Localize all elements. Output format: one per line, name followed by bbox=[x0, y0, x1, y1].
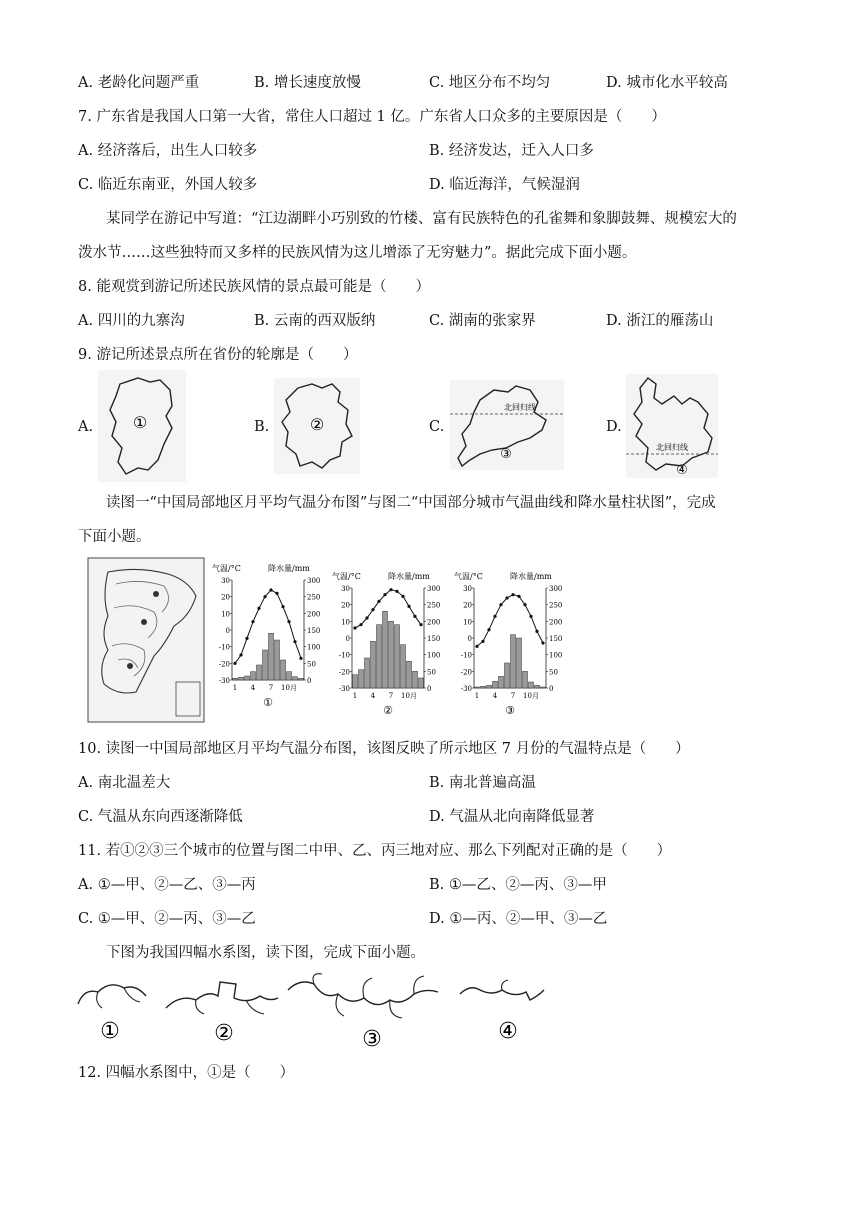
river-label-1: ① bbox=[100, 1019, 120, 1044]
province-outline-3 bbox=[450, 380, 564, 470]
precip-tick-label: 100 bbox=[427, 651, 441, 660]
temp-tick-label: 30 bbox=[463, 585, 472, 593]
temp-tick-label: 0 bbox=[225, 627, 230, 635]
temp-point bbox=[407, 605, 410, 608]
temp-point bbox=[541, 641, 544, 644]
temp-tick-label: 20 bbox=[341, 601, 350, 610]
chart-number-label: ① bbox=[263, 696, 273, 709]
temp-tick-label: -20 bbox=[338, 668, 350, 677]
passage3: 下图为我国四幅水系图，读下图，完成下面小题。 bbox=[106, 945, 425, 961]
precip-bar bbox=[365, 658, 370, 688]
precip-tick-label: 0 bbox=[307, 677, 312, 685]
precip-tick-label: 100 bbox=[549, 651, 563, 660]
precip-bar bbox=[389, 621, 394, 688]
q6-option-a[interactable]: A. 老龄化问题严重 bbox=[78, 75, 200, 91]
precip-bar bbox=[257, 665, 262, 680]
temp-tick-label: -20 bbox=[218, 660, 230, 669]
precip-bar bbox=[299, 678, 304, 680]
precip-tick-label: 150 bbox=[549, 635, 563, 643]
temp-tick-label: 10 bbox=[221, 610, 230, 619]
precip-tick-label: 250 bbox=[307, 593, 321, 602]
temp-tick-label: -30 bbox=[338, 685, 350, 693]
temp-point bbox=[517, 595, 520, 598]
x-tick-label: 4 bbox=[492, 692, 498, 700]
q7-option-a[interactable]: A. 经济落后，出生人口较多 bbox=[78, 143, 258, 159]
temp-point bbox=[505, 596, 508, 599]
precip-bar bbox=[401, 645, 406, 688]
q9-stem: 9. 游记所述景点所在省份的轮廓是（ ） bbox=[78, 347, 358, 363]
q11-stem: 11. 若①②③三个城市的位置与图二中甲、乙、丙三地对应、那么下列配对正确的是（ ） bbox=[78, 843, 672, 859]
temp-tick-label: -20 bbox=[460, 668, 472, 677]
temp-point bbox=[365, 616, 368, 619]
precip-tick-label: 300 bbox=[549, 585, 563, 593]
passage2-line2: 下面小题。 bbox=[78, 529, 151, 545]
province-outline-2 bbox=[274, 378, 360, 474]
precip-bar bbox=[487, 685, 492, 688]
temp-point bbox=[353, 626, 356, 629]
temp-axis-label: 气温/°C bbox=[332, 572, 361, 581]
temp-point bbox=[281, 605, 284, 608]
precip-bar bbox=[517, 638, 522, 688]
q10-stem: 10. 读图一中国局部地区月平均气温分布图，该图反映了所示地区 7 月份的气温特点是（ ） bbox=[78, 741, 690, 757]
temp-axis-label: 气温/°C bbox=[454, 572, 483, 581]
temp-point bbox=[383, 593, 386, 596]
river-system-1 bbox=[74, 974, 150, 1044]
temp-point bbox=[487, 628, 490, 631]
temp-tick-label: 0 bbox=[467, 635, 472, 643]
precip-bar bbox=[493, 681, 498, 688]
temp-point bbox=[299, 657, 302, 660]
temp-point bbox=[287, 620, 290, 623]
temp-point bbox=[389, 588, 392, 591]
temp-point bbox=[535, 630, 538, 633]
precip-tick-label: 300 bbox=[427, 585, 441, 593]
precip-tick-label: 250 bbox=[427, 601, 441, 610]
climate-chart-1 bbox=[210, 560, 328, 720]
q7-option-d[interactable]: D. 临近海洋，气候湿润 bbox=[429, 177, 580, 193]
temp-point bbox=[523, 603, 526, 606]
chart-number-label: ③ bbox=[505, 704, 515, 717]
province-label-4: ④ bbox=[676, 463, 688, 478]
temp-point bbox=[275, 592, 278, 595]
x-tick-label: 1 bbox=[232, 684, 238, 692]
q9-option-a[interactable]: A. bbox=[78, 419, 94, 435]
temp-point bbox=[511, 593, 514, 596]
temp-tick-label: -10 bbox=[338, 651, 350, 660]
precip-bar bbox=[293, 677, 298, 680]
river-system-2 bbox=[160, 974, 282, 1044]
precip-bar bbox=[419, 678, 424, 688]
temp-point bbox=[257, 607, 260, 610]
precip-tick-label: 250 bbox=[549, 601, 563, 610]
river-label-4: ④ bbox=[498, 1019, 518, 1044]
temp-point bbox=[269, 588, 272, 591]
temp-point bbox=[481, 640, 484, 643]
precip-bar bbox=[263, 650, 268, 680]
q10-option-b[interactable]: B. 南北普遍高温 bbox=[429, 775, 536, 791]
precip-bar bbox=[251, 672, 256, 680]
q8-option-d[interactable]: D. 浙江的雁荡山 bbox=[606, 313, 714, 329]
precip-axis-label: 降水量/mm bbox=[388, 572, 430, 581]
x-tick-label: 4 bbox=[250, 684, 256, 692]
temp-point bbox=[359, 623, 362, 626]
temp-tick-label: 10 bbox=[341, 618, 350, 627]
temp-point bbox=[233, 662, 236, 665]
precip-bar bbox=[233, 678, 238, 680]
x-tick-label: 7 bbox=[388, 692, 394, 700]
q8-option-a[interactable]: A. 四川的九寨沟 bbox=[78, 313, 185, 329]
temp-tick-label: -10 bbox=[218, 643, 230, 652]
temp-tick-label: 30 bbox=[341, 585, 350, 593]
temp-point bbox=[475, 645, 478, 648]
temp-point bbox=[377, 600, 380, 603]
q6-option-c[interactable]: C. 地区分布不均匀 bbox=[429, 75, 551, 91]
temp-point bbox=[413, 615, 416, 618]
chart-number-label: ② bbox=[383, 704, 393, 717]
temp-line bbox=[235, 590, 301, 663]
temp-point bbox=[493, 615, 496, 618]
q7-stem: 7. 广东省是我国人口第一大省，常住人口超过 1 亿。广东省人口众多的主要原因是（ ） bbox=[78, 109, 666, 125]
province-label-3: ③ bbox=[500, 447, 512, 462]
temp-point bbox=[239, 653, 242, 656]
temp-point bbox=[401, 595, 404, 598]
precip-bar bbox=[281, 660, 286, 680]
precip-axis-label: 降水量/mm bbox=[510, 572, 552, 581]
precip-bar bbox=[239, 677, 244, 680]
precip-tick-label: 200 bbox=[549, 618, 563, 627]
precip-bar bbox=[523, 671, 528, 688]
q8-option-b[interactable]: B. 云南的西双版纳 bbox=[254, 313, 376, 329]
precip-bar bbox=[407, 661, 412, 688]
precip-tick-label: 0 bbox=[549, 685, 554, 693]
precip-tick-label: 0 bbox=[427, 685, 432, 693]
precip-bar bbox=[475, 687, 480, 688]
temp-point bbox=[419, 623, 422, 626]
q10-option-d[interactable]: D. 气温从北向南降低显著 bbox=[429, 809, 595, 825]
x-tick-label: 1 bbox=[352, 692, 358, 700]
q7-option-c[interactable]: C. 临近东南亚，外国人较多 bbox=[78, 177, 258, 193]
q9-option-d[interactable]: D. bbox=[606, 419, 622, 435]
precip-tick-label: 200 bbox=[427, 618, 441, 627]
precip-tick-label: 50 bbox=[307, 660, 316, 669]
precip-tick-label: 200 bbox=[307, 610, 321, 619]
q6-option-b[interactable]: B. 增长速度放慢 bbox=[254, 75, 361, 91]
precip-bar bbox=[269, 633, 274, 680]
temp-tick-label: 0 bbox=[345, 635, 350, 643]
x-tick-label: 7 bbox=[268, 684, 274, 692]
temp-tick-label: 30 bbox=[221, 577, 230, 585]
climate-chart-2 bbox=[330, 568, 448, 728]
temp-tick-label: -10 bbox=[460, 651, 472, 660]
q11-option-d[interactable]: D. ①—丙、②—甲、③—乙 bbox=[429, 911, 608, 927]
precip-tick-label: 50 bbox=[427, 668, 436, 677]
precip-bar bbox=[413, 671, 418, 688]
precip-bar bbox=[511, 635, 516, 688]
q8-stem: 8. 能观赏到游记所述民族风情的景点最可能是（ ） bbox=[78, 279, 430, 295]
tropic-label: 北回归线 bbox=[504, 403, 536, 412]
temp-tick-label: -30 bbox=[218, 677, 230, 685]
temperature-map bbox=[78, 556, 208, 724]
precip-bar bbox=[359, 670, 364, 688]
temp-line bbox=[355, 590, 421, 628]
province-outline-4 bbox=[626, 374, 718, 478]
x-tick-label: 7 bbox=[510, 692, 516, 700]
precip-tick-label: 150 bbox=[307, 627, 321, 635]
temp-point bbox=[395, 590, 398, 593]
q7-option-b[interactable]: B. 经济发达，迁入人口多 bbox=[429, 143, 594, 159]
precip-bar bbox=[377, 625, 382, 688]
x-tick-label: 10月 bbox=[401, 692, 417, 700]
temp-tick-label: 10 bbox=[463, 618, 472, 627]
q11-option-b[interactable]: B. ①—乙、②—丙、③—甲 bbox=[429, 877, 607, 893]
precip-bar bbox=[287, 672, 292, 680]
q6-option-d[interactable]: D. 城市化水平较高 bbox=[606, 75, 728, 91]
precip-bar bbox=[481, 686, 486, 688]
temp-point bbox=[251, 620, 254, 623]
q10-option-a[interactable]: A. 南北温差大 bbox=[78, 775, 171, 791]
precip-bar bbox=[535, 685, 540, 688]
precip-tick-label: 150 bbox=[427, 635, 441, 643]
q12-stem: 12. 四幅水系图中，①是（ ） bbox=[78, 1065, 295, 1081]
temp-tick-label: 20 bbox=[221, 593, 230, 602]
q11-option-a[interactable]: A. ①—甲、②—乙、③—丙 bbox=[78, 877, 256, 893]
temp-axis-label: 气温/°C bbox=[212, 564, 241, 573]
temp-point bbox=[371, 608, 374, 611]
passage1-line2: 泼水节……这些独特而又多样的民族风情为这儿增添了无穷魅力”。据此完成下面小题。 bbox=[78, 245, 637, 261]
x-tick-label: 10月 bbox=[523, 692, 539, 700]
temp-point bbox=[245, 637, 248, 640]
province-outline-1 bbox=[98, 370, 186, 482]
precip-tick-label: 50 bbox=[549, 668, 558, 677]
temp-point bbox=[263, 595, 266, 598]
q11-option-c[interactable]: C. ①—甲、②—丙、③—乙 bbox=[78, 911, 256, 927]
river-label-2: ② bbox=[214, 1021, 234, 1044]
precip-bar bbox=[353, 675, 358, 688]
x-tick-label: 4 bbox=[370, 692, 376, 700]
province-label-1: ① bbox=[132, 413, 148, 432]
river-system-4 bbox=[456, 974, 548, 1044]
precip-bar bbox=[499, 676, 504, 688]
precip-bar bbox=[541, 687, 546, 688]
temp-line bbox=[477, 595, 543, 647]
province-label-2: ② bbox=[309, 415, 325, 434]
precip-axis-label: 降水量/mm bbox=[268, 564, 310, 573]
precip-tick-label: 300 bbox=[307, 577, 321, 585]
precip-bar bbox=[371, 641, 376, 688]
precip-bar bbox=[505, 663, 510, 688]
temp-point bbox=[293, 640, 296, 643]
temp-point bbox=[499, 603, 502, 606]
precip-bar bbox=[395, 625, 400, 688]
precip-bar bbox=[275, 640, 280, 680]
precip-bar bbox=[529, 682, 534, 688]
q9-option-c[interactable]: C. bbox=[429, 419, 445, 435]
precip-bar bbox=[245, 676, 250, 680]
q9-option-b[interactable]: B. bbox=[254, 419, 270, 435]
river-label-3: ③ bbox=[362, 1027, 382, 1052]
tropic-label: 北回归线 bbox=[656, 443, 688, 452]
precip-tick-label: 100 bbox=[307, 643, 321, 652]
temp-point bbox=[529, 615, 532, 618]
x-tick-label: 10月 bbox=[281, 684, 297, 692]
passage1-line1: 某同学在游记中写道：“江边湖畔小巧别致的竹楼、富有民族特色的孔雀舞和象脚鼓舞、规模宏大的 bbox=[106, 211, 737, 227]
climate-chart-3 bbox=[452, 568, 570, 728]
passage2-line1: 读图一“中国局部地区月平均气温分布图”与图二“中国部分城市气温曲线和降水量柱状图”，完成 bbox=[106, 495, 716, 511]
temp-tick-label: 20 bbox=[463, 601, 472, 610]
q10-option-c[interactable]: C. 气温从东向西逐渐降低 bbox=[78, 809, 243, 825]
precip-bar bbox=[383, 611, 388, 688]
x-tick-label: 1 bbox=[474, 692, 480, 700]
q8-option-c[interactable]: C. 湖南的张家界 bbox=[429, 313, 536, 329]
temp-tick-label: -30 bbox=[460, 685, 472, 693]
river-system-3 bbox=[284, 970, 444, 1052]
